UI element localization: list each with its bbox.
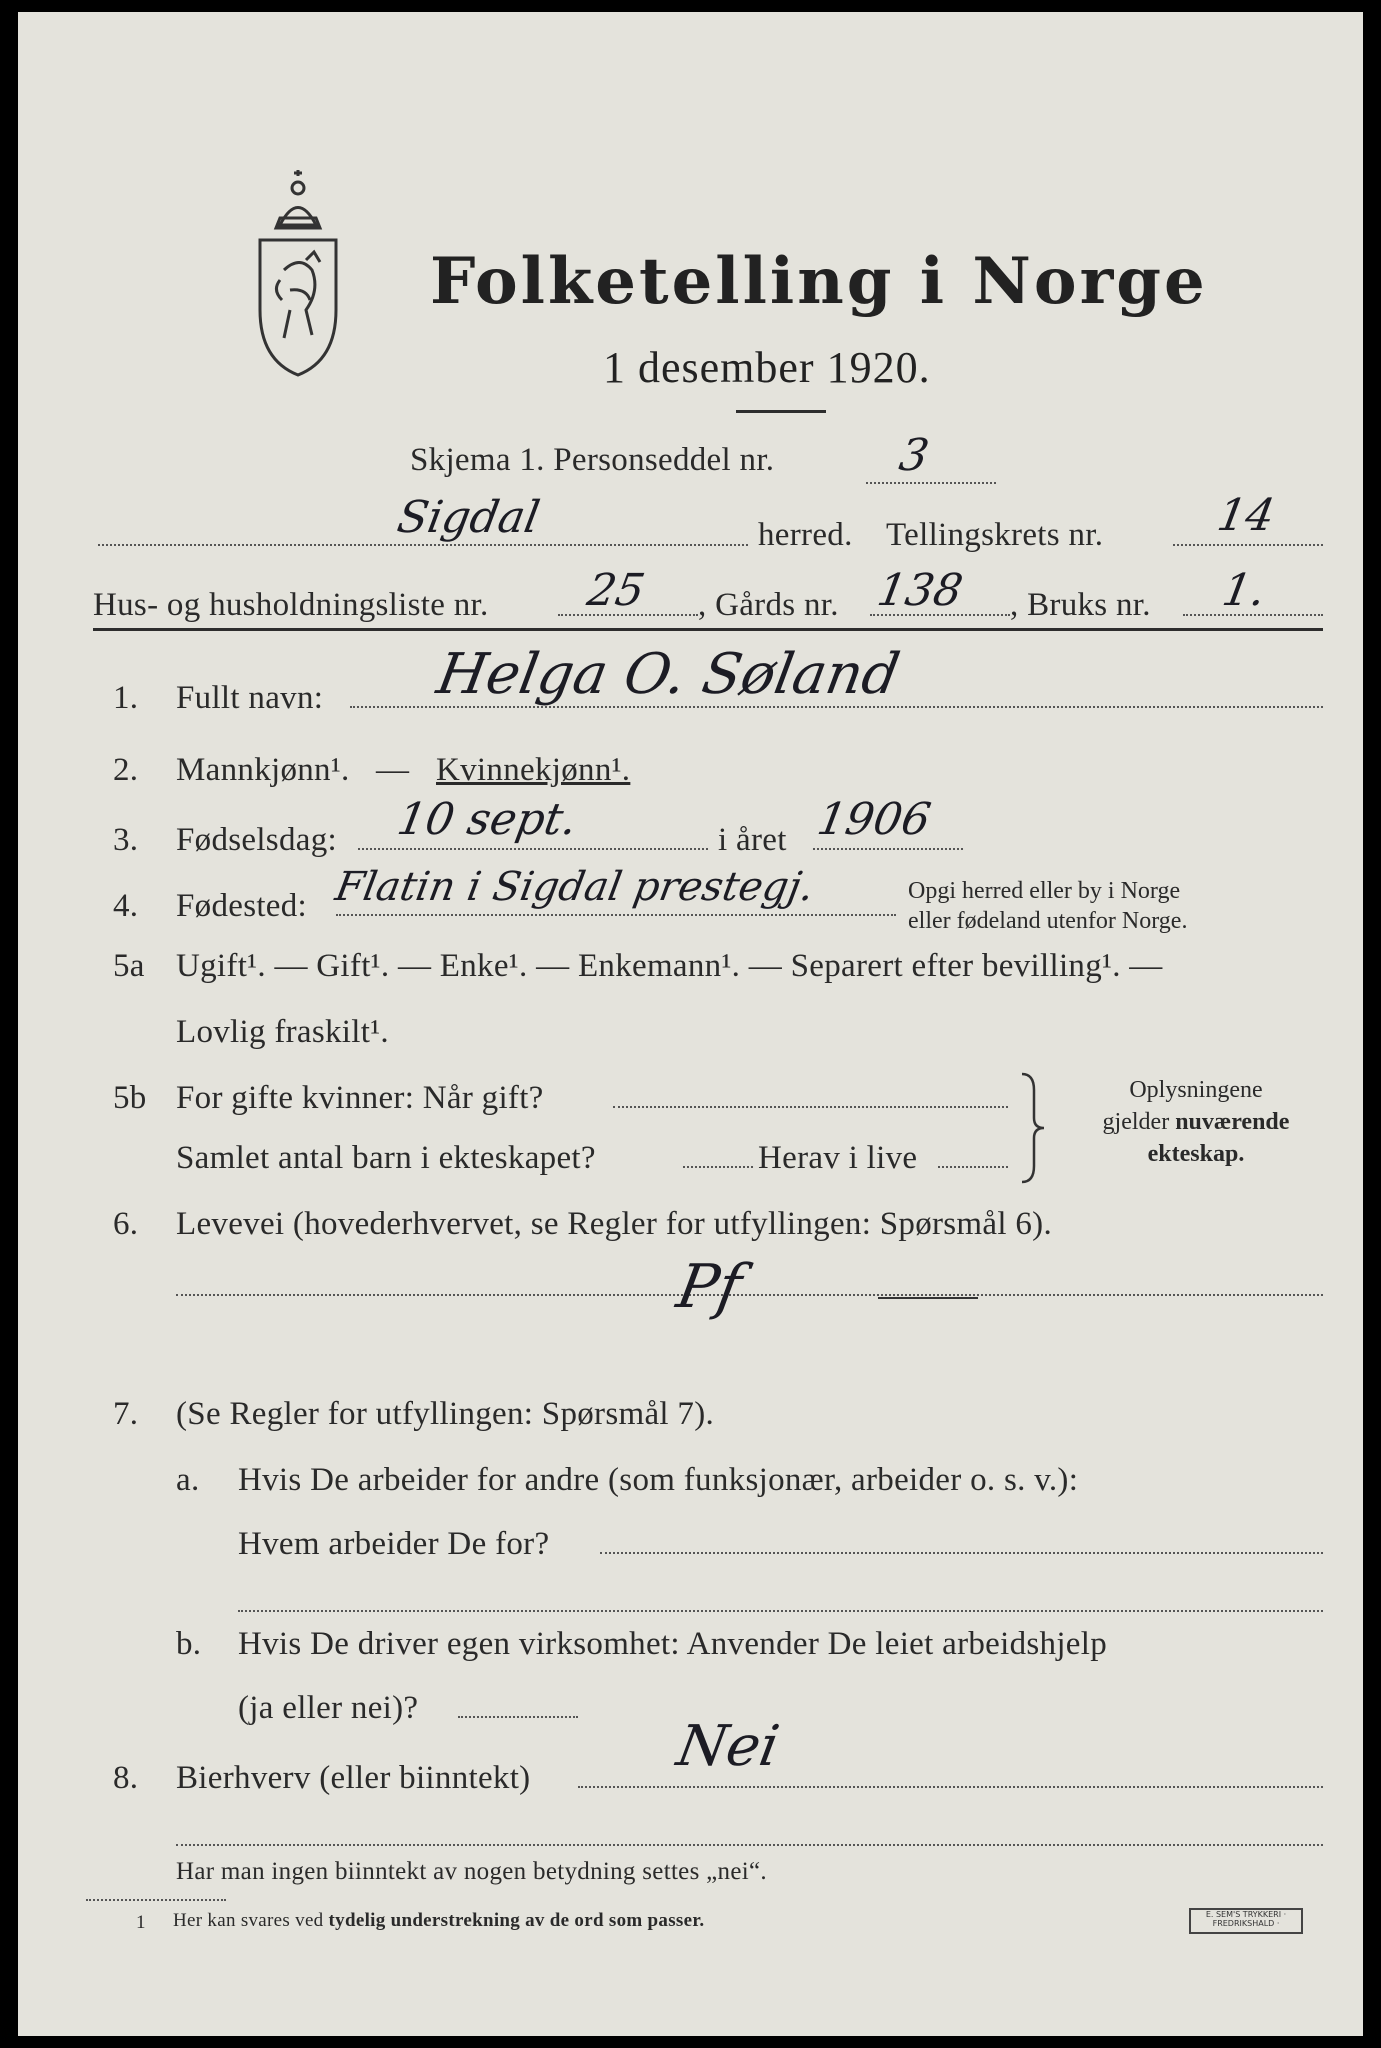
sex-separator: —: [376, 752, 410, 788]
form-title: Folketelling i Norge: [430, 244, 1208, 319]
person-nr-line: [866, 482, 996, 484]
married-when-line: [613, 1106, 1008, 1108]
gards-value[interactable]: 138: [873, 565, 967, 616]
birthdate-line: [358, 848, 708, 850]
footnote-divider: [86, 1899, 226, 1901]
birthyear-value[interactable]: 1906: [813, 794, 935, 845]
household-list-value[interactable]: 25: [583, 565, 649, 616]
q4-label: Fødested:: [176, 888, 308, 924]
q7a-letter: a.: [176, 1462, 200, 1498]
occupation-label: Levevei (hovederhvervet, se Regler for utfyllingen: Spørsmål 6).: [176, 1206, 1053, 1242]
q7-number: 7.: [113, 1396, 139, 1432]
krets-label: Tellingskrets nr.: [886, 517, 1104, 553]
census-date: 1 desember 1920.: [603, 343, 931, 392]
children-count-label: Samlet antal barn i ekteskapet?: [176, 1140, 596, 1176]
side-income-line-2: [176, 1844, 1323, 1846]
herred-value[interactable]: Sigdal: [393, 492, 544, 543]
q2-number: 2.: [113, 752, 139, 788]
marriage-note-line1: Oplysningene: [1129, 1077, 1263, 1103]
marriage-note-line2b: nuværende: [1175, 1109, 1290, 1135]
footnote-marker: 1: [136, 1912, 146, 1933]
title-divider: [736, 410, 826, 413]
q8-number: 8.: [113, 1760, 139, 1796]
household-list-label: Hus- og husholdningsliste nr.: [93, 587, 489, 623]
birthplace-note-line1: Opgi herred eller by i Norge: [908, 878, 1181, 904]
birthplace-value[interactable]: Flatin i Sigdal prestegj.: [331, 864, 818, 910]
krets-line: [1173, 544, 1323, 546]
birthyear-label: i året: [718, 822, 787, 858]
children-count-line: [683, 1166, 753, 1168]
married-when-label: For gifte kvinner: Når gift?: [176, 1080, 544, 1116]
q7a-question: Hvem arbeider De for?: [238, 1526, 550, 1562]
q5b-number: 5b: [113, 1080, 147, 1116]
q3-number: 3.: [113, 822, 139, 858]
marriage-note-line3: ekteskap.: [1147, 1141, 1245, 1167]
norway-coat-of-arms-icon: [250, 170, 346, 380]
full-name-value[interactable]: Helga O. Søland: [432, 642, 905, 707]
sex-female-option[interactable]: Kvinnekjønn¹.: [436, 752, 631, 788]
schema-label: Skjema 1. Personseddel nr.: [410, 442, 775, 478]
birthyear-line: [813, 848, 963, 850]
employer-line: [600, 1552, 1323, 1554]
q7a-text: Hvis De arbeider for andre (som funksjonær, arbeider o. s. v.):: [238, 1462, 1079, 1498]
q1-label: Fullt navn:: [176, 680, 324, 716]
children-alive-line: [938, 1166, 1008, 1168]
printer-stamp: E. SEM'S TRYKKERI · FREDRIKSHALD ·: [1189, 1908, 1303, 1934]
employer-line-2: [238, 1610, 1323, 1612]
hired-help-line: [458, 1716, 578, 1718]
occupation-line: [176, 1294, 1323, 1296]
side-income-label: Bierhverv (eller biinntekt): [176, 1760, 531, 1796]
marriage-note-line2a: gjelder: [1102, 1109, 1170, 1135]
header-divider: [93, 628, 1323, 631]
bruks-label: , Bruks nr.: [1010, 587, 1151, 623]
footnote-text: [173, 1910, 704, 1932]
occupation-dash: [878, 1297, 978, 1299]
birthplace-note: [908, 876, 1187, 936]
occupation-value[interactable]: Pf: [671, 1252, 747, 1322]
q3-label: Fødselsdag:: [176, 822, 337, 858]
herred-label: herred.: [758, 517, 853, 553]
q7b-letter: b.: [176, 1626, 202, 1662]
q7b-text: Hvis De driver egen virksomhet: Anvender De leiet arbeidshjelp: [238, 1626, 1108, 1662]
q6-number: 6.: [113, 1206, 139, 1242]
children-alive-label: Herav i live: [758, 1140, 918, 1176]
marital-status-divorced[interactable]: Lovlig fraskilt¹.: [176, 1014, 389, 1050]
birthplace-line: [336, 914, 896, 916]
person-nr-value[interactable]: 3: [895, 430, 933, 481]
birthdate-value[interactable]: 10 sept.: [393, 794, 581, 845]
birthplace-note-line2: eller fødeland utenfor Norge.: [908, 908, 1188, 934]
marriage-note: [1056, 1074, 1336, 1170]
q5a-number: 5a: [113, 948, 145, 984]
q7-label: (Se Regler for utfyllingen: Spørsmål 7).: [176, 1396, 715, 1432]
footnote-text-b: tydelig understrekning av de ord som passer.: [328, 1910, 705, 1931]
marital-status-options[interactable]: Ugift¹. — Gift¹. — Enke¹. — Enkemann¹. — Separert efter bevilling¹. —: [176, 948, 1163, 984]
q7b-question: (ja eller nei)?: [238, 1690, 419, 1726]
herred-line: [98, 544, 748, 546]
side-income-value[interactable]: Nei: [672, 1714, 784, 1779]
side-income-line: [578, 1786, 1323, 1788]
krets-value[interactable]: 14: [1213, 490, 1279, 541]
gards-label: , Gårds nr.: [698, 587, 839, 623]
sex-male-option[interactable]: Mannkjønn¹.: [176, 752, 350, 788]
census-form: [18, 12, 1363, 2036]
bruks-value[interactable]: 1.: [1218, 565, 1270, 616]
footnote-text-a: Her kan svares ved: [173, 1910, 324, 1931]
no-income-note: Har man ingen biinntekt av nogen betydning settes „nei“.: [176, 1858, 767, 1885]
brace-icon: [1018, 1072, 1048, 1184]
q4-number: 4.: [113, 888, 139, 924]
q1-number: 1.: [113, 680, 139, 716]
